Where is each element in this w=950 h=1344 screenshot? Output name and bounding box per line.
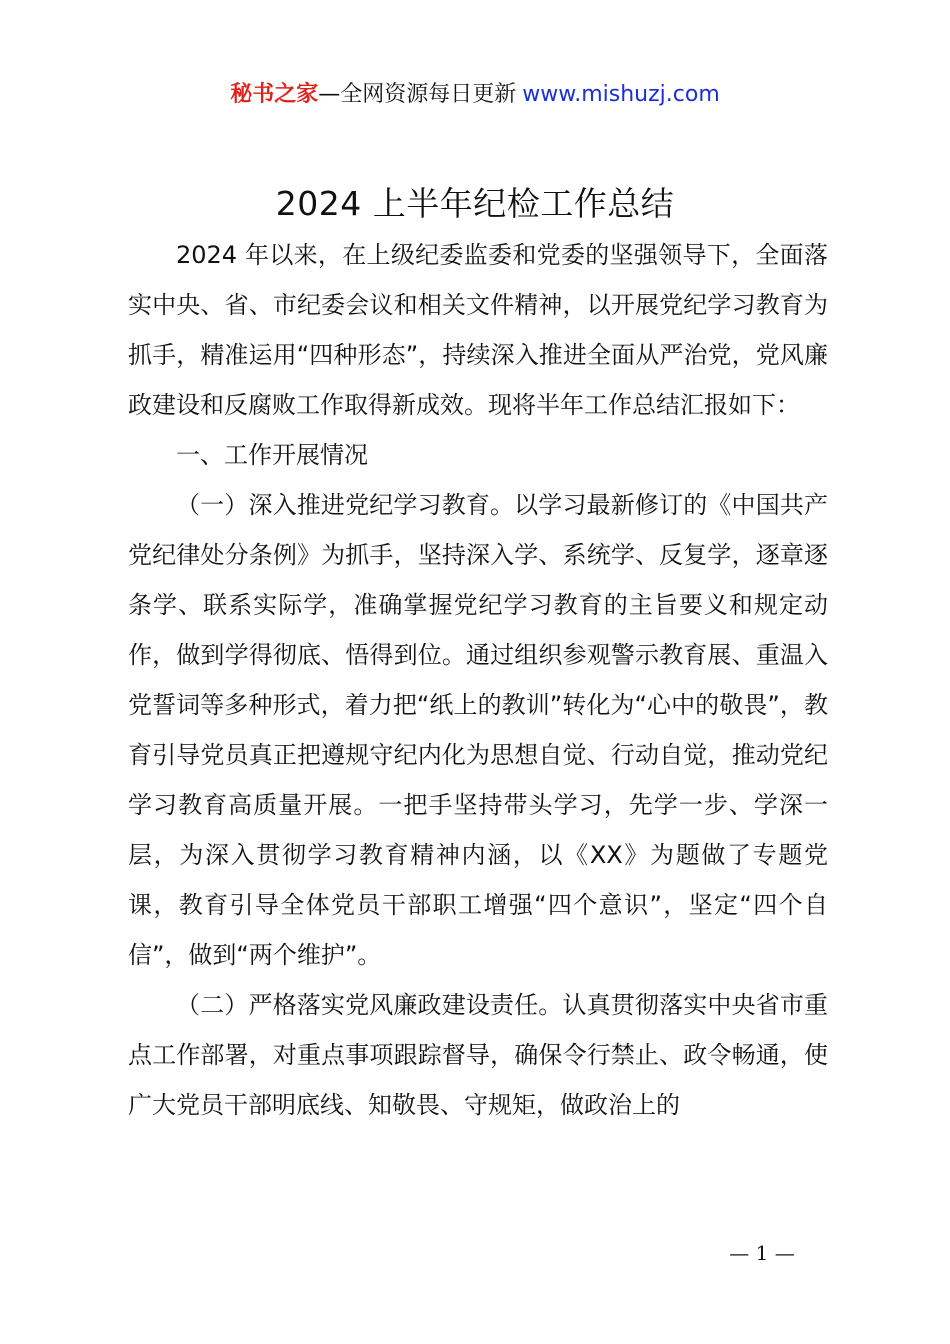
brand-name: 秘书之家: [230, 82, 319, 107]
section-heading: 一、工作开展情况: [176, 441, 368, 469]
site-url[interactable]: www.mishuzj.com: [522, 82, 720, 107]
document-title: 2024 上半年纪检工作总结: [275, 184, 675, 223]
paragraph-intro: 2024 年以来，在上级纪委监委和党委的坚强领导下，全面落实中央、省、市纪委会议和相关文件精神，以开展党纪学习教育为抓手，精准运用“四种形态”，持续深入推进全面从严治党，党风廉政建设和反腐败工作取得新成效。现将半年工作总结汇报如下：: [128, 241, 828, 419]
paragraph-section-2: （二）严格落实党风廉政建设责任。认真贯彻落实中央省市重点工作部署，对重点事项跟踪督导，确保令行禁止、政令畅通，使广大党员干部明底线、知敬畏、守规矩，做政治上的: [128, 991, 828, 1119]
paragraph-section-1: （一）深入推进党纪学习教育。以学习最新修订的《中国共产党纪律处分条例》为抓手，坚持深入学、系统学、反复学，逐章逐条学、联系实际学，准确掌握党纪学习教育的主旨要义和规定动作，做到学得彻底、悟得到位。通过组织参观警示教育展、重温入党誓词等多种形式，着力把“纸上的教训”转化为“心中的敬畏”，教育引导党员真正把遵规守纪内化为思想自觉、行动自觉，推动党纪学习教育高质量开展。一把手坚持带头学习，先学一步、学深一层，为深入贯彻学习教育精神内涵，以《XX》为题做了专题党课，教育引导全体党员干部职工增强“四个意识”，坚定“四个自信”，做到“两个维护”。: [128, 491, 828, 969]
site-header: [0, 78, 950, 112]
document-body: [128, 230, 828, 1130]
page-number: — 1 —: [729, 1241, 795, 1265]
header-tagline: —全网资源每日更新: [318, 82, 517, 107]
